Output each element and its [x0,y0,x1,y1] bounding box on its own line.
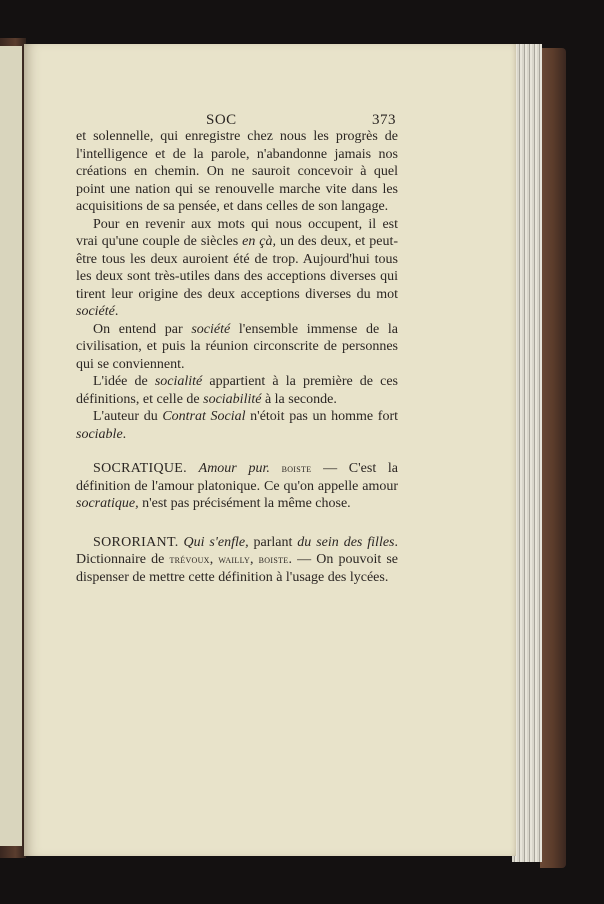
headword-socratique: SOCRATIQUE. [93,461,187,476]
paragraph-2-text-a: Pour en revenir aux mots qui nous occupent, il est vrai qu'une couple de siècles [76,216,398,249]
paragraph-3-text-b: l'ensemble immense de la civilisation, et puis la réunion circonscrite de personnes qui se conviennent. [76,321,398,372]
definition-sororiant: Qui s'enfle, [183,534,249,550]
paragraph-2 [76,216,398,321]
paragraph-4-italic-1: socialité [154,374,203,389]
paragraph-3-text-a: On entend par [93,321,192,337]
paragraph-3 [76,321,398,374]
paragraph-2-italic-2: société [76,304,115,319]
paragraph-2-text-c: . [114,304,119,319]
paragraph-2-text-b: un des deux, et peut-être tous les deux auroient été de trop. Aujourd'hui tous les deux sont très-utiles dans des acceptions diverses qui tirent leur origine des deux acceptions diverses du mot [76,234,398,302]
paragraph-5-text-c: . [122,426,127,442]
paragraph-1 [76,128,398,216]
right-cover-board [540,48,566,868]
running-head-title: SOC [206,112,237,128]
definition-socratique: Amour pur. [198,461,270,476]
definition-sororiant-2: du sein des filles [297,534,395,550]
paragraph-5 [76,408,398,443]
source-boiste: boiste [281,461,312,475]
paragraph-3-italic: société [191,321,231,337]
entry-socratique [76,460,398,513]
entry-socratique-italic: socratique, [76,496,139,511]
paragraph-2-italic-1: en çà, [242,234,276,249]
page-text [76,128,398,586]
page-number: 373 [372,112,396,128]
entry-sororiant [76,534,398,587]
paragraph-4-text-c: à la seconde. [261,391,337,407]
paragraph-4-text-a: L'idée de [93,374,155,389]
paragraph-4-italic-2: sociabilité [203,391,262,407]
entry-sororiant-text-a: parlant [248,534,298,550]
source-wailly: wailly [218,552,251,566]
entry-sororiant-text-c: . — On pouvoit se dispenser de mettre cette définition à l'usage des lycées. [76,552,399,585]
source-boiste-2: boiste [258,552,289,566]
separator-2: , [250,552,259,567]
entry-socratique-text-a: — C'est la définition de l'amour platonique. Ce qu'on appelle amour [76,461,399,494]
paragraph-4 [76,373,398,408]
paragraph-5-italic-1: Contrat Social [162,409,246,424]
left-page-edge [0,46,22,846]
entry-sororiant-text-b: . Dictionnaire de [76,534,398,567]
headword-sororiant: SORORIANT. [93,534,179,550]
entry-socratique-text-b: n'est pas précisément la même chose. [138,496,351,511]
paragraph-5-text-b: n'étoit pas un homme fort [245,409,398,424]
separator-1: , [209,552,219,567]
paragraph-4-text-b: appartient à la première de ces définitions, et celle de [76,374,398,407]
page-edges [512,44,542,862]
source-trevoux: trévoux [169,552,210,566]
paragraph-1-text: et solennelle, qui enregistre chez nous les progrès de l'intelligence et de la parole, n'abandonne jamais nos créations en chemin. On ne sauroit concevoir à quel point une nation qui se renouvelle marche vite dans les acquisitions de sa pensée, et dans celles de son langage. [76,129,398,214]
paragraph-5-italic-2: sociable [76,426,123,442]
paragraph-5-text-a: L'auteur du [93,409,163,424]
